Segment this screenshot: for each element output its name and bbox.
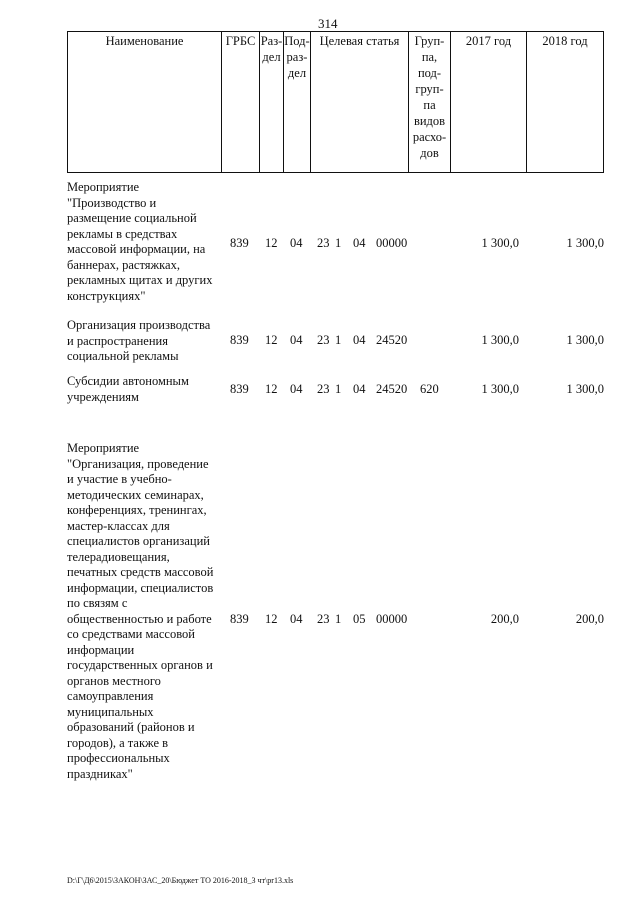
header-2018: 2018 год [527, 32, 604, 173]
cell-grbs: 839 [230, 236, 249, 250]
cell-cs3: 04 [353, 236, 366, 250]
cell-cs2: 1 [335, 236, 342, 250]
cell-grbs: 839 [230, 382, 249, 396]
row-name: Субсидии автономным учреждениям [67, 374, 189, 404]
row-name: Мероприятие "Организация, проведение и участие в учебно- методических семинарах, конференциях, тренингах, мастер-классах для специалистов организаций телерадиовещания, печатных средств массовой информации, специалистов по связям с общественностью и работе со средствами массовой информации государственных органов и органов местного самоуправления муниципальных образований (районов и городов), а также в профессиональных праздниках" [67, 441, 214, 781]
cell-cs4: 00000 [376, 612, 408, 626]
cell-2018: 1 300,0 [566, 236, 604, 250]
cell-cs2: 1 [335, 612, 342, 626]
cell-2017: 1 300,0 [481, 382, 519, 396]
cell-razdel: 12 [265, 236, 278, 250]
cell-2018: 1 300,0 [566, 333, 604, 347]
page-number: 314 [318, 16, 338, 31]
cell-cs2: 1 [335, 382, 342, 396]
cell-group: 620 [420, 382, 439, 396]
row-name: Мероприятие "Производство и размещение социальной рекламы в средствах массовой информации, на баннерах, растяжках, рекламных щитах и других конструкциях" [67, 180, 213, 303]
header-name: Наименование [68, 32, 222, 173]
cell-cs3: 04 [353, 333, 366, 347]
cell-grbs: 839 [230, 333, 249, 347]
cell-razdel: 12 [265, 333, 278, 347]
cell-podrazdel: 04 [290, 612, 303, 626]
header-podrazdel: Под- раз- дел [284, 32, 311, 173]
cell-2018: 1 300,0 [566, 382, 604, 396]
row-name: Организация производства и распространения социальной рекламы [67, 318, 211, 363]
header-group: Груп- па, под- груп- па видов расхо- дов [409, 32, 451, 173]
cell-razdel: 12 [265, 612, 278, 626]
cell-cs3: 04 [353, 382, 366, 396]
cell-podrazdel: 04 [290, 382, 303, 396]
cell-razdel: 12 [265, 382, 278, 396]
cell-cs4: 00000 [376, 236, 408, 250]
header-grbs: ГРБС [222, 32, 260, 173]
header-2017: 2017 год [451, 32, 527, 173]
cell-podrazdel: 04 [290, 236, 303, 250]
header-razdel: Раз- дел [260, 32, 284, 173]
header-target: Целевая статья [311, 32, 409, 173]
cell-2017: 1 300,0 [481, 333, 519, 347]
cell-podrazdel: 04 [290, 333, 303, 347]
cell-2017: 1 300,0 [481, 236, 519, 250]
cell-cs2: 1 [335, 333, 342, 347]
cell-grbs: 839 [230, 612, 249, 626]
cell-cs3: 05 [353, 612, 366, 626]
cell-2018: 200,0 [575, 612, 604, 626]
cell-cs4: 24520 [376, 333, 408, 347]
cell-cs1: 23 [317, 333, 330, 347]
cell-cs1: 23 [317, 236, 330, 250]
table-header [67, 31, 604, 173]
cell-cs1: 23 [317, 612, 330, 626]
footer-file-path: D:\Г\Д6\2015\ЗАКОН\ЗАС_20\Бюджет ТО 2016-2018_3 чт\pr13.xls [67, 876, 294, 885]
cell-2017: 200,0 [490, 612, 519, 626]
cell-cs1: 23 [317, 382, 330, 396]
cell-cs4: 24520 [376, 382, 408, 396]
